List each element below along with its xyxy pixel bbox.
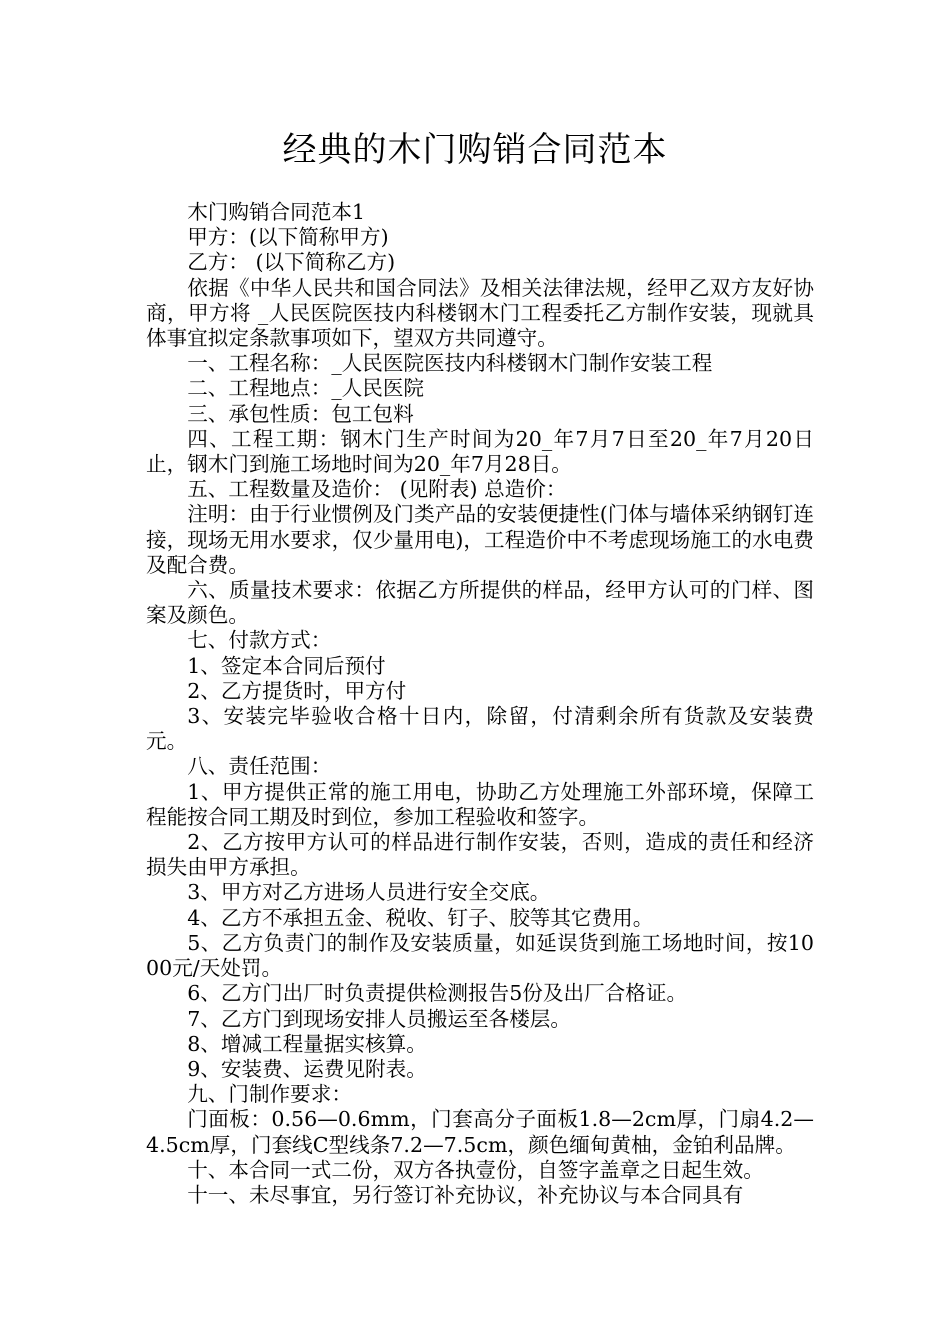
- paragraph-responsibility-heading: 八、责任范围：: [187, 754, 332, 779]
- paragraph-payment-1: 1、签定本合同后预付: [187, 653, 386, 678]
- paragraph-responsibility-9: 9、安装费、运费见附表。: [187, 1056, 427, 1081]
- paragraph-project-location: 二、工程地点：_人民医院: [187, 376, 425, 401]
- paragraph-schedule: 四、工程工期：钢木门生产时间为20_年7月7日至20_年7月20日止，钢木门到施工场地时间为20_年7月28日。: [146, 426, 814, 477]
- paragraph-preamble: 依据《中华人民共和国合同法》及相关法律法规，经甲乙双方友好协商，甲方将 _人民医院医技内科楼钢木门工程委托乙方制作安装，现就具体事宜拟定条款事项如下，望双方共同遵守。: [146, 275, 814, 351]
- paragraph-project-name: 一、工程名称：_人民医院医技内科楼钢木门制作安装工程: [187, 351, 713, 376]
- paragraph-quality: 六、质量技术要求：依据乙方所提供的样品，经甲方认可的门样、图案及颜色。: [146, 578, 814, 628]
- paragraph-contract-type: 三、承包性质：包工包料: [187, 401, 414, 426]
- paragraph-party-a: 甲方：(以下简称甲方): [187, 225, 389, 250]
- document-title: 经典的木门购销合同范本: [282, 130, 668, 170]
- paragraph-responsibility-1: 1、甲方提供正常的施工用电，协助乙方处理施工外部环境，保障工程能按合同工期及时到位，参加工程验收和签字。: [146, 779, 814, 829]
- paragraph-responsibility-3: 3、甲方对乙方进场人员进行安全交底。: [187, 880, 551, 905]
- paragraph-contract-number: 木门购销合同范本1: [187, 200, 366, 224]
- paragraph-responsibility-2: 2、乙方按甲方认可的样品进行制作安装，否则，造成的责任和经济损失由甲方承担。: [146, 830, 814, 880]
- paragraph-supplementary: 十一、未尽事宜，另行签订补充协议，补充协议与本合同具有: [187, 1182, 744, 1207]
- paragraph-door-requirements-heading: 九、门制作要求：: [187, 1082, 352, 1107]
- paragraph-payment-2: 2、乙方提货时，甲方付: [187, 678, 407, 703]
- paragraph-responsibility-4: 4、乙方不承担五金、税收、钉子、胶等其它费用。: [187, 905, 654, 930]
- paragraph-door-specs: 门面板：0.56—0.6mm，门套高分子面板1.8—2cm厚，门扇4.2—4.5cm厚，门套线C型线条7.2—7.5cm，颜色缅甸黄柚，金铂利品牌。: [146, 1107, 814, 1157]
- paragraph-responsibility-7: 7、乙方门到现场安排人员搬运至各楼层。: [187, 1006, 571, 1031]
- paragraph-responsibility-8: 8、增减工程量据实核算。: [187, 1031, 427, 1056]
- paragraph-copies: 十、本合同一式二份，双方各执壹份，自签字盖章之日起生效。: [187, 1157, 764, 1182]
- paragraph-payment-3: 3、安装完毕验收合格十日内，除留，付清剩余所有货款及安装费 元。: [146, 704, 814, 754]
- paragraph-party-b: 乙方： (以下简称乙方): [187, 250, 396, 275]
- paragraph-payment-heading: 七、付款方式：: [187, 628, 332, 653]
- paragraph-quantity-cost: 五、工程数量及造价： (见附表) 总造价：: [187, 477, 567, 502]
- paragraph-responsibility-5: 5、乙方负责门的制作及安装质量，如延误货到施工场地时间，按1000元/天处罚。: [146, 930, 814, 981]
- document-body: [146, 200, 814, 1208]
- paragraph-responsibility-6: 6、乙方门出厂时负责提供检测报告5份及出厂合格证。: [187, 981, 688, 1006]
- paragraph-note: 注明：由于行业惯例及门类产品的安装便捷性(门体与墙体采纳钢钉连接，现场无用水要求，仅少量用电)，工程造价中不考虑现场施工的水电费及配合费。: [146, 502, 814, 577]
